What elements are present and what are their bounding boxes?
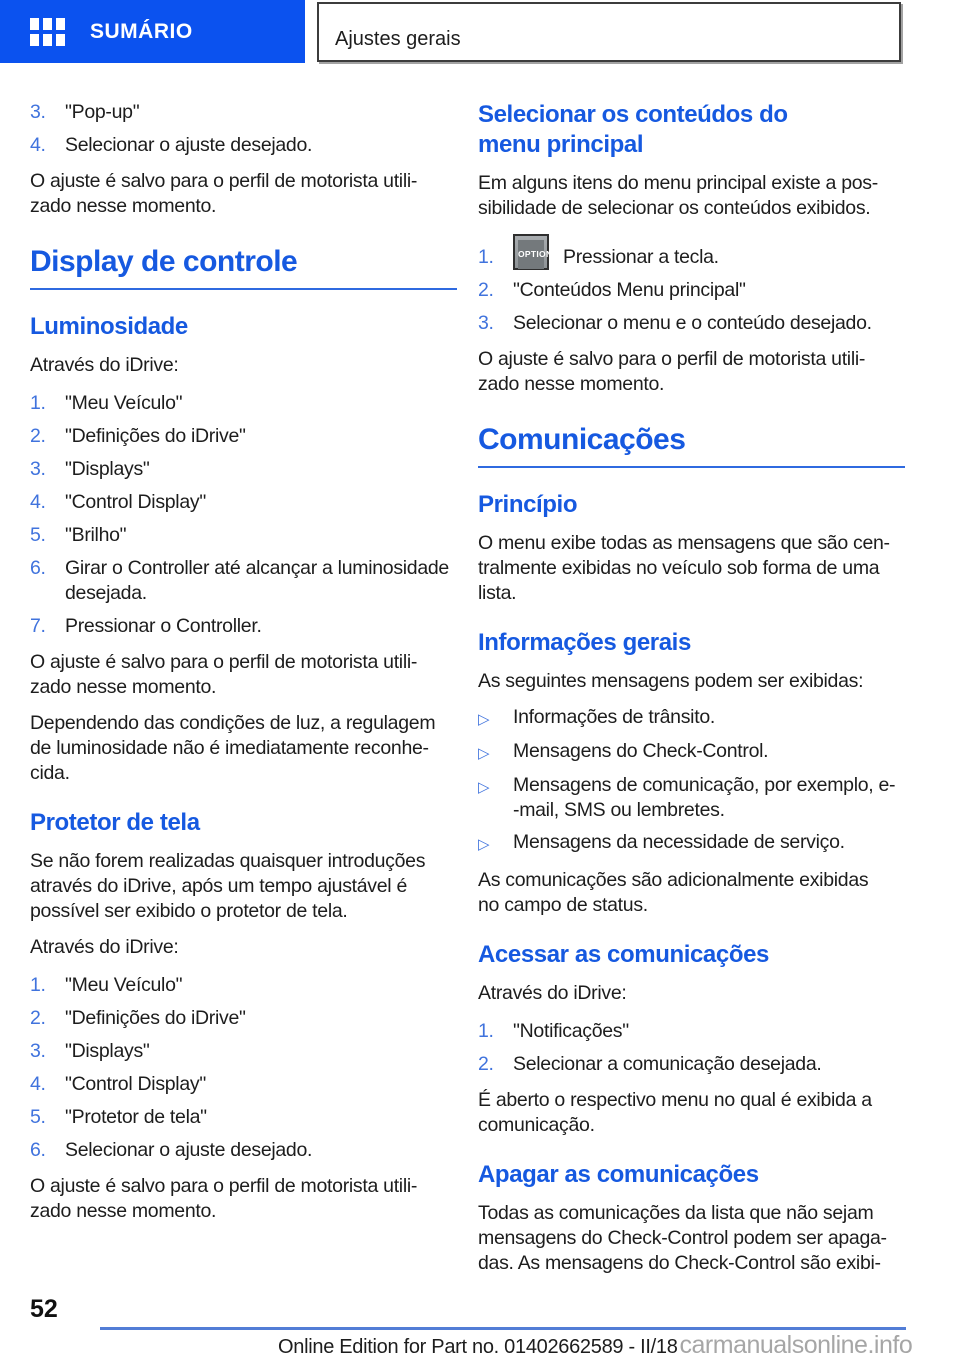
left-column	[30, 100, 457, 1235]
list-item: ▷ Mensagens do Check-Control.	[478, 739, 905, 766]
subsection-title-informacoes-gerais: Informações gerais	[478, 629, 691, 656]
list-item: ▷ Mensagens da necessidade de serviço.	[478, 830, 905, 857]
general-info-intro: As seguintes mensagens podem ser exibidas:	[478, 670, 864, 692]
option-key-icon: OPTION	[513, 234, 549, 270]
footer-divider	[100, 1327, 906, 1330]
list-item	[30, 100, 457, 125]
section-title-comunicacoes: Comunicações	[478, 423, 905, 468]
saved-note: O ajuste é salvo para o perfil de motorista utili- zado nesse momento.	[30, 651, 418, 698]
triangle-bullet-icon: ▷	[478, 711, 490, 728]
edition-note: Online Edition for Part no. 01402662589 - II/18	[278, 1336, 678, 1358]
list-item: 7. Pressionar o Controller.	[30, 615, 262, 637]
list-item: 1. "Meu Veículo"	[30, 392, 183, 414]
intro-steps-list	[30, 100, 457, 158]
subsection-title-acessar-comunicacoes: Acessar as comunicações	[478, 941, 769, 968]
subsection-title-selecionar-conteudos: Selecionar os conteúdos do menu principal	[478, 101, 788, 158]
grid-icon	[30, 18, 65, 46]
toc-label: SUMÁRIO	[90, 19, 193, 43]
list-item: 5. "Brilho"	[30, 524, 127, 546]
brightness-steps-list	[30, 391, 457, 639]
list-item: ▷ Informações de trânsito.	[478, 705, 905, 732]
triangle-bullet-icon: ▷	[478, 745, 490, 762]
list-item: 1. "Meu Veículo"	[30, 974, 183, 996]
list-item: 4. "Control Display"	[30, 1073, 206, 1095]
chapter-title: Ajustes gerais	[335, 28, 461, 50]
saved-note: O ajuste é salvo para o perfil de motorista utili- zado nesse momento.	[478, 348, 866, 395]
page-number: 52	[30, 1295, 58, 1323]
list-item: 2. "Conteúdos Menu principal"	[478, 279, 746, 301]
saved-note: O ajuste é salvo para o perfil de motorista utili- zado nesse momento.	[30, 1175, 418, 1222]
section-title-display-de-controle: Display de controle	[30, 245, 457, 290]
watermark-link[interactable]: carmanualsonline.info	[679, 1331, 913, 1359]
list-item: 6. Selecionar o ajuste desejado.	[30, 1139, 313, 1161]
subsection-title-protetor-de-tela: Protetor de tela	[30, 809, 200, 836]
light-conditions-note: Dependendo das condições de luz, a regulagem de luminosidade não é imediatamente reconhe- cida.	[30, 712, 436, 784]
via-idrive-note: Através do iDrive:	[478, 982, 627, 1004]
list-item: 5. "Protetor de tela"	[30, 1106, 207, 1128]
list-item: 2. "Definições do iDrive"	[30, 1007, 246, 1029]
list-item: 2. "Definições do iDrive"	[30, 425, 246, 447]
list-item: 4. "Control Display"	[30, 491, 206, 513]
list-item: 3. "Displays"	[30, 1040, 150, 1062]
access-result-note: É aberto o respectivo menu no qual é exibida a comunicação.	[478, 1089, 872, 1136]
list-item: 1. "Notificações"	[478, 1020, 629, 1042]
saved-note: O ajuste é salvo para o perfil de motorista utili- zado nesse momento.	[30, 170, 418, 217]
subsection-title-apagar-comunicacoes: Apagar as comunicações	[478, 1161, 759, 1188]
select-contents-description: Em alguns itens do menu principal existe a pos- sibilidade de selecionar os conteúdos exibidos.	[478, 172, 878, 219]
delete-description: Todas as comunicações da lista que não sejam mensagens do Check-Control podem ser apaga- das. As mensagens do Check-Control são exibi-	[478, 1202, 887, 1274]
select-contents-steps-list	[478, 234, 905, 336]
subsection-title-luminosidade: Luminosidade	[30, 313, 188, 340]
step-text: "Pop-up"	[65, 101, 140, 123]
chapter-header-box	[317, 2, 901, 62]
step-number: 4.	[30, 134, 46, 156]
subsection-title-principio: Princípio	[478, 491, 578, 518]
via-idrive-note: Através do iDrive:	[30, 354, 179, 376]
triangle-bullet-icon: ▷	[478, 779, 490, 796]
list-item: 3. "Displays"	[30, 458, 150, 480]
via-idrive-note: Através do iDrive:	[30, 936, 179, 958]
list-item: 1. OPTION Pressionar a tecla.	[478, 234, 905, 270]
list-item: 2. Selecionar a comunicação desejada.	[478, 1053, 822, 1075]
step-text: Selecionar o ajuste desejado.	[65, 134, 313, 156]
list-item: 3. Selecionar o menu e o conteúdo desejado.	[478, 312, 872, 334]
general-info-outro: As comunicações são adicionalmente exibidas no campo de status.	[478, 869, 869, 916]
right-column	[478, 100, 905, 1287]
principle-description: O menu exibe todas as mensagens que são cen- tralmente exibidas no veículo sob forma de uma lista.	[478, 532, 890, 604]
toc-header-tab[interactable]	[0, 0, 305, 63]
screensaver-steps-list	[30, 973, 457, 1163]
access-steps-list	[478, 1019, 905, 1077]
step-number: 3.	[30, 101, 46, 123]
message-types-list	[478, 705, 905, 857]
footer-text-row	[278, 1331, 912, 1360]
screensaver-description: Se não forem realizadas quaisquer introduções através do iDrive, após um tempo ajustável é possível ser exibido o protetor de tela.	[30, 850, 426, 922]
triangle-bullet-icon: ▷	[478, 836, 490, 853]
list-item: ▷ Mensagens de comunicação, por exemplo, e- -mail, SMS ou lembretes.	[478, 774, 896, 821]
list-item	[30, 133, 457, 158]
list-item: 6. Girar o Controller até alcançar a luminosidade desejada.	[30, 557, 449, 604]
